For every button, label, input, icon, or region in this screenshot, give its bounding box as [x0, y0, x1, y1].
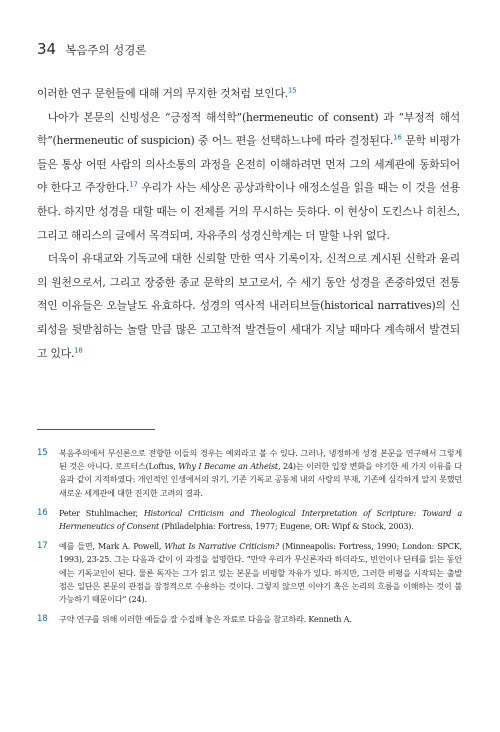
footnote-text — [59, 540, 462, 606]
footnote-text-part: 구약 연구를 위해 이러한 예들을 잘 수집해 놓은 자료로 다음을 참고하라. Kenneth A. — [59, 614, 352, 625]
footnote-number: 17 — [37, 541, 48, 552]
footnote-ref-16[interactable]: 16 — [393, 133, 402, 142]
paragraph-2-text-b: 문학 비평가들은 통상 어떤 사람의 의사소통의 과정을 온전히 이해하려면 먼저 그의 세계관에 동화되어야 한다고 주장한다. — [37, 134, 460, 195]
page-number: 34 — [37, 40, 57, 58]
footnote-text — [59, 507, 462, 533]
footnote-text-part: 복음주의에서 무신론으로 전향한 이들의 경우는 예외라고 볼 수 있다. 그러나, 냉정하게 성경 본문을 연구해서 그렇게 된 것은 아니다. 로프터스(Loftus, — [59, 448, 462, 472]
footnote-text-part: (Minneapolis: Fortress, 1990; London: SPCK, 1993), 23-25. 그는 다음과 같이 이 과정을 설명한다. “만약 우리가 무신론자라 하더라도, 빈언이나 단테를 읽는 동안에는 기독교인이 된다. 물론 독자는 그가 읽고 있는 본문을 비평할 자유가 있다. 하지만, 그러한 비평을 시작되는 출발점은 일단은 본문의 관점을 잠정적으로 수용하는 것이다. 그렇지 않으면 이야기 혹은 논리의 흐름을 이해하는 것이 불가능하기 때문이다” (24). — [59, 541, 462, 605]
footnote-book-title: Why I Became an Atheist — [178, 461, 278, 472]
footnote-ref-15[interactable]: 15 — [287, 86, 297, 95]
footnote-number: 15 — [37, 448, 48, 458]
footnote — [37, 613, 462, 626]
footnote — [37, 507, 462, 533]
footnote — [37, 540, 462, 606]
paragraph-3-text: 더욱이 유대교와 기독교에 대한 신뢰할 만한 역사 기록이자, 신적으로 계시된 신학과 윤리의 원천으로서, 그리고 장중한 종교 문학의 보고로서, 수 세기 동안 성경을 존중하였던 전통적인 이유들은 오늘날도 유효하다. 성경의 역사적 내러티브들(historical narratives)의 신뢰성을 뒷받침하는 놀랄 만큼 많은 고고학적 발견들이 세대가 지날 때마다 계속해서 발견되고 있다. — [37, 252, 460, 360]
paragraph-2-text-c: 우리가 사는 세상은 공상과학이나 애정소설을 읽을 때는 이 것을 선용한다. 하지만 성경을 대할 때는 이 전제를 거의 무시하는 듯하다. 이 현상이 도킨스나 히친스, 그리고 해리스의 글에서 목격되며, 자유주의 성경신학계는 더 말할 나위 없다. — [37, 181, 460, 242]
footnote-book-title: Historical Criticism and Theological Interpretation of Scripture: Toward a Hermeneutics of Consent — [59, 507, 462, 532]
paragraph-1 — [37, 82, 460, 106]
footnotes — [37, 447, 462, 633]
footnote-text-part: 예를 들면, Mark A. Powell, — [59, 541, 165, 552]
footnote-text — [59, 613, 462, 626]
page-header — [37, 40, 147, 58]
footnote-text-part: , 24)는 이러한 입장 변화을 야기한 세 가지 이유를 다음과 같이 지적하였다: 개인적인 인생에서의 위기, 기존 기독교 공동체 내의 사랑의 부재, 기존에 심각하게 알지 못했던 새로운 세계관에 대한 진지한 고려의 결과. — [59, 461, 463, 498]
paragraph-2-text-a: 나아가 본문의 신빙성은 “긍정적 해석학”(hermeneutic of consent) 과 “부정적 해석학”(hermeneutic of suspicion) 중 어느 편을 선택하느냐에 따라 결정된다. — [37, 110, 460, 148]
footnote-text — [59, 447, 462, 500]
body-text — [37, 82, 460, 365]
paragraph-3 — [37, 247, 460, 365]
footnote-book-title: What Is Narrative Criticism? — [164, 541, 279, 552]
running-title: 복음주의 성경론 — [65, 43, 147, 57]
footnote-number: 18 — [37, 614, 48, 625]
footnote-ref-17[interactable]: 17 — [129, 180, 138, 189]
footnote-number: 16 — [37, 507, 48, 518]
paragraph-1-text: 이러한 연구 문헌들에 대해 거의 무지한 것처럼 보인다. — [37, 87, 288, 100]
footnote-ref-18[interactable]: 18 — [74, 345, 83, 354]
paragraph-2 — [37, 106, 460, 248]
footnote — [37, 447, 462, 500]
footnote-text-part: Peter Stuhlmacher, — [59, 507, 144, 518]
footnote-divider — [37, 429, 155, 430]
footnote-text-part: (Philadelphia: Fortress, 1977; Eugene, OR: Wipf & Stock, 2003). — [159, 521, 414, 532]
